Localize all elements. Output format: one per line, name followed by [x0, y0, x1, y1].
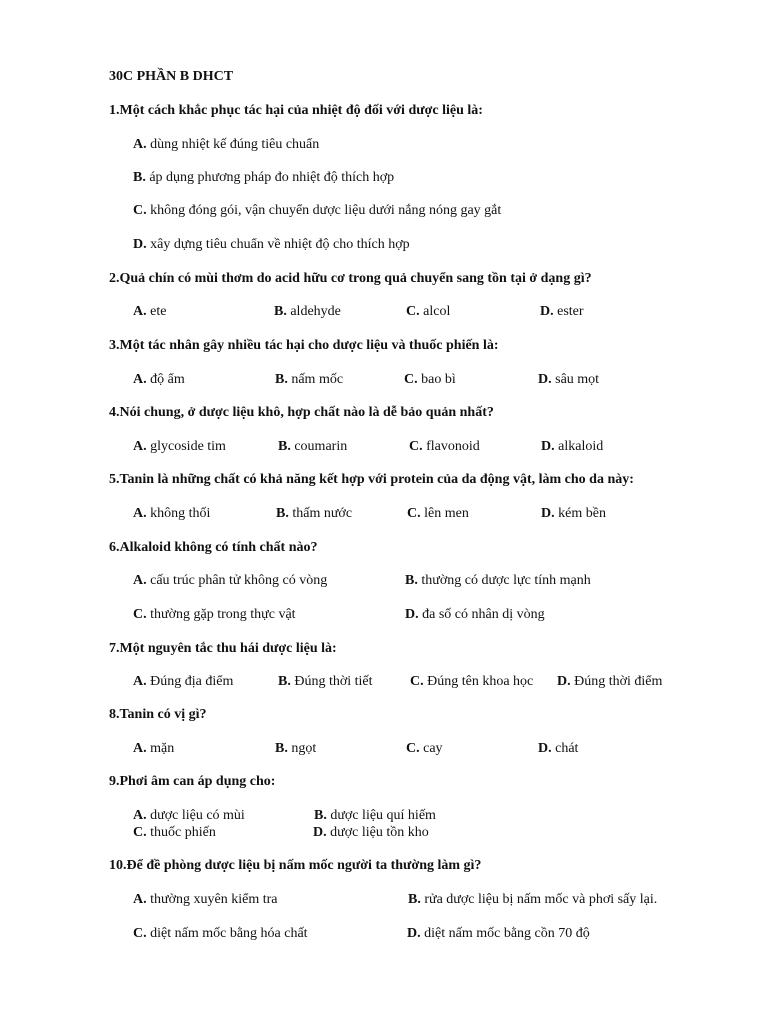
q9-option-d[interactable]	[313, 824, 429, 841]
q5-option-a[interactable]	[133, 505, 210, 522]
option-letter: A.	[133, 372, 147, 387]
q7-option-a[interactable]	[133, 673, 233, 690]
q1-option-a[interactable]	[133, 136, 319, 153]
q10-option-b[interactable]	[408, 891, 657, 908]
option-letter: B.	[275, 372, 288, 387]
option-letter: C.	[406, 741, 420, 756]
q6-option-d[interactable]	[405, 606, 545, 623]
option-text: glycoside tim	[146, 439, 226, 454]
option-text: chát	[551, 741, 579, 756]
option-letter: B.	[314, 808, 327, 823]
question-6: 6.Alkaloid không có tính chất nào?	[109, 540, 318, 555]
q9-option-a[interactable]	[133, 807, 245, 824]
option-text: Đúng địa điểm	[146, 674, 234, 689]
option-letter: D.	[541, 439, 555, 454]
option-text: bao bì	[417, 372, 456, 387]
option-text: lên men	[420, 506, 469, 521]
q1-option-d[interactable]	[133, 236, 410, 253]
option-text: coumarin	[290, 439, 348, 454]
option-text: dược liệu tồn kho	[326, 825, 429, 840]
option-text: mặn	[146, 741, 175, 756]
option-text: dược liệu quí hiếm	[326, 808, 436, 823]
q6-option-c[interactable]	[133, 606, 296, 623]
option-text: xây dựng tiêu chuẩn về nhiệt độ cho thích hợp	[146, 237, 410, 252]
option-text: sâu mọt	[551, 372, 600, 387]
q3-option-d[interactable]	[538, 371, 599, 388]
option-letter: B.	[276, 506, 289, 521]
option-text: thường xuyên kiểm tra	[146, 892, 278, 907]
option-letter: A.	[133, 439, 147, 454]
q10-option-a[interactable]	[133, 891, 277, 908]
option-letter: A.	[133, 892, 147, 907]
q8-option-a[interactable]	[133, 740, 174, 757]
q2-option-a[interactable]	[133, 303, 166, 320]
option-text: nấm mốc	[287, 372, 344, 387]
option-letter: C.	[133, 607, 147, 622]
q8-option-c[interactable]	[406, 740, 443, 757]
q3-option-c[interactable]	[404, 371, 456, 388]
option-text: Đúng thời tiết	[290, 674, 373, 689]
option-text: đa số có nhân dị vòng	[418, 607, 545, 622]
option-letter: C.	[410, 674, 424, 689]
q8-option-d[interactable]	[538, 740, 578, 757]
q9-option-c[interactable]	[133, 824, 216, 841]
question-8: 8.Tanin có vị gì?	[109, 707, 207, 722]
q8-option-b[interactable]	[275, 740, 316, 757]
question-5: 5.Tanin là những chất có khả năng kết hợp với protein của da động vật, làm cho da này:	[109, 472, 634, 487]
option-letter: C.	[133, 926, 147, 941]
option-letter: B.	[408, 892, 421, 907]
q2-option-d[interactable]	[540, 303, 584, 320]
q5-option-d[interactable]	[541, 505, 606, 522]
option-letter: B.	[405, 573, 418, 588]
option-letter: A.	[133, 137, 147, 152]
q4-option-b[interactable]	[278, 438, 347, 455]
q7-option-b[interactable]	[278, 673, 373, 690]
q1-option-b[interactable]	[133, 169, 394, 186]
option-text: Đúng thời điểm	[570, 674, 663, 689]
option-letter: A.	[133, 808, 147, 823]
q6-option-b[interactable]	[405, 572, 591, 589]
question-10: 10.Để đề phòng dược liệu bị nấm mốc người ta thường làm gì?	[109, 858, 482, 873]
question-2: 2.Quả chín có mùi thơm do acid hữu cơ trong quả chuyển sang tồn tại ở dạng gì?	[109, 271, 592, 286]
option-text: diệt nấm mốc bằng cồn 70 độ	[420, 926, 590, 941]
option-letter: C.	[407, 506, 421, 521]
question-4: 4.Nói chung, ở dược liệu khô, hợp chất nào là dễ bảo quản nhất?	[109, 405, 494, 420]
option-text: không thối	[146, 506, 211, 521]
option-letter: A.	[133, 674, 147, 689]
question-3: 3.Một tác nhân gây nhiều tác hại cho dược liệu và thuốc phiến là:	[109, 338, 499, 353]
q1-option-c[interactable]	[133, 202, 501, 219]
option-letter: A.	[133, 573, 147, 588]
q2-option-b[interactable]	[274, 303, 341, 320]
option-letter: D.	[405, 607, 419, 622]
page-title: 30C PHẦN B DHCT	[109, 69, 234, 84]
q10-option-c[interactable]	[133, 925, 308, 942]
option-text: cay	[419, 741, 443, 756]
option-letter: D.	[541, 506, 555, 521]
option-text: ester	[553, 304, 584, 319]
q5-option-c[interactable]	[407, 505, 469, 522]
option-text: không đóng gói, vận chuyển dược liệu dưới nắng nóng gay gắt	[146, 203, 502, 218]
option-text: flavonoid	[422, 439, 480, 454]
option-letter: D.	[313, 825, 327, 840]
option-text: ete	[146, 304, 167, 319]
q3-option-a[interactable]	[133, 371, 185, 388]
q10-option-d[interactable]	[407, 925, 590, 942]
option-text: độ ẩm	[146, 372, 185, 387]
option-text: dùng nhiệt kế đúng tiêu chuẩn	[146, 137, 320, 152]
option-letter: A.	[133, 506, 147, 521]
option-text: aldehyde	[286, 304, 341, 319]
question-9: 9.Phơi âm can áp dụng cho:	[109, 774, 276, 789]
option-letter: A.	[133, 741, 147, 756]
q4-option-c[interactable]	[409, 438, 480, 455]
option-text: Đúng tên khoa học	[423, 674, 534, 689]
option-letter: B.	[133, 170, 146, 185]
option-letter: C.	[133, 203, 147, 218]
option-text: ngọt	[287, 741, 317, 756]
option-letter: D.	[133, 237, 147, 252]
option-letter: D.	[538, 372, 552, 387]
option-letter: B.	[275, 741, 288, 756]
option-text: diệt nấm mốc bằng hóa chất	[146, 926, 308, 941]
q5-option-b[interactable]	[276, 505, 352, 522]
option-text: thấm nước	[288, 506, 353, 521]
question-1: 1.Một cách khắc phục tác hại của nhiệt độ đối với dược liệu là:	[109, 103, 483, 118]
q3-option-b[interactable]	[275, 371, 343, 388]
option-letter: D.	[540, 304, 554, 319]
option-text: thường gặp trong thực vật	[146, 607, 296, 622]
q6-option-a[interactable]	[133, 572, 327, 589]
option-letter: B.	[278, 674, 291, 689]
option-text: cấu trúc phân tử không có vòng	[146, 573, 328, 588]
option-text: thuốc phiến	[146, 825, 216, 840]
q7-option-c[interactable]	[410, 673, 533, 690]
option-letter: C.	[133, 825, 147, 840]
option-letter: D.	[407, 926, 421, 941]
option-text: áp dụng phương pháp đo nhiệt độ thích hợp	[145, 170, 395, 185]
option-text: alkaloid	[554, 439, 604, 454]
option-text: dược liệu có mùi	[146, 808, 245, 823]
q4-option-d[interactable]	[541, 438, 603, 455]
option-text: rửa dược liệu bị nấm mốc và phơi sấy lại.	[420, 892, 658, 907]
option-letter: B.	[274, 304, 287, 319]
option-letter: A.	[133, 304, 147, 319]
option-text: alcol	[419, 304, 451, 319]
option-letter: D.	[557, 674, 571, 689]
option-letter: C.	[406, 304, 420, 319]
q9-option-b[interactable]	[314, 807, 436, 824]
option-text: thường có dược lực tính mạnh	[417, 573, 591, 588]
option-text: kém bền	[554, 506, 606, 521]
option-letter: C.	[404, 372, 418, 387]
q4-option-a[interactable]	[133, 438, 226, 455]
q7-option-d[interactable]	[557, 673, 662, 690]
option-letter: C.	[409, 439, 423, 454]
option-letter: D.	[538, 741, 552, 756]
q2-option-c[interactable]	[406, 303, 450, 320]
option-letter: B.	[278, 439, 291, 454]
question-7: 7.Một nguyên tắc thu hái dược liệu là:	[109, 641, 337, 656]
